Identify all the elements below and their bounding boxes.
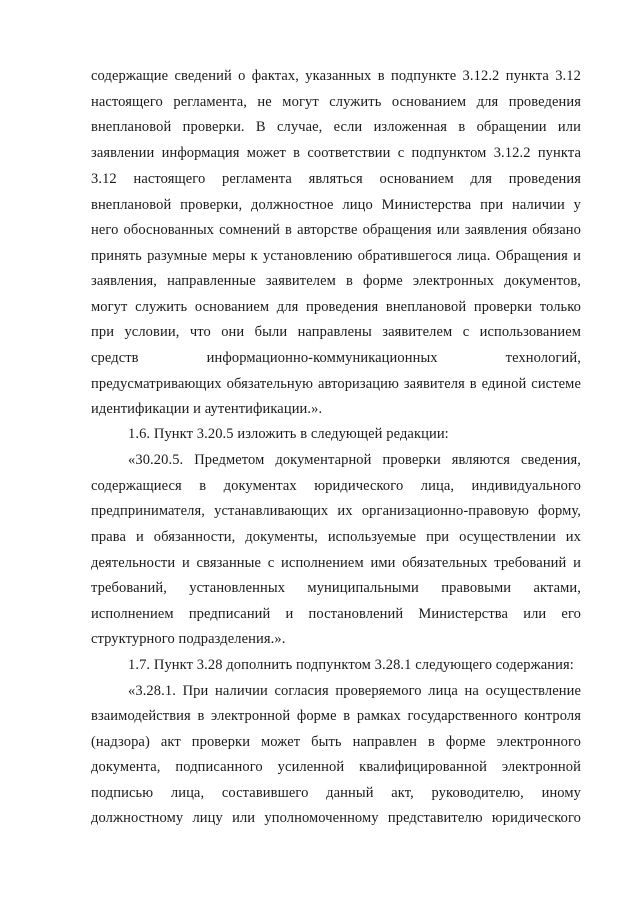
text-line: содержащие сведений о фактах, указанных в подпункте 3.12.2 пункта 3.12 <box>91 68 581 84</box>
text-line: при условии, что они были направлены заявителем с использованием <box>91 324 581 340</box>
text-line: предусматривающих обязательную авторизацию заявителя в единой системе <box>91 376 581 392</box>
text-line: заявления, направленные заявителем в форме электронных документов, <box>91 273 581 289</box>
text-line: структурного подразделения.». <box>91 631 286 647</box>
text-line: права и обязанности, документы, используемые при осуществлении их <box>91 529 581 545</box>
text-line: подписью лица, составившего данный акт, руководителю, иному <box>91 785 581 801</box>
paragraph-heading: 1.7. Пункт 3.28 дополнить подпунктом 3.28.1 следующего содержания: <box>128 657 574 673</box>
text-line: внеплановой проверки, должностное лицо Министерства при наличии у <box>91 197 581 213</box>
text-line: содержащиеся в документах юридического лица, индивидуального <box>91 478 581 494</box>
paragraph-heading: 1.6. Пункт 3.20.5 изложить в следующей редакции: <box>128 426 449 442</box>
text-line: принять разумные меры к установлению обратившегося лица. Обращения и <box>91 248 581 264</box>
text-line: требований, установленных муниципальными правовыми актами, <box>91 580 581 596</box>
text-line: предпринимателя, устанавливающих их организационно-правовую форму, <box>91 503 581 519</box>
text-line: должностному лицу или уполномоченному представителю юридического <box>91 810 581 826</box>
text-line: средств информационно-коммуникационных технологий, <box>91 350 581 366</box>
text-line: него обоснованных сомнений в авторстве обращения или заявления обязано <box>91 222 581 238</box>
text-line: (надзора) акт проверки может быть направлен в форме электронного <box>91 734 581 750</box>
text-line: внеплановой проверки. В случае, если изложенная в обращении или <box>91 119 581 135</box>
text-line: настоящего регламента, не могут служить основанием для проведения <box>91 94 581 110</box>
text-line: документа, подписанного усиленной квалифицированной электронной <box>91 759 581 775</box>
text-line: «3.28.1. При наличии согласия проверяемого лица на осуществление <box>128 683 581 699</box>
text-line: взаимодействия в электронной форме в рамках государственного контроля <box>91 708 581 724</box>
text-line: могут служить основанием для проведения внеплановой проверки только <box>91 299 581 315</box>
text-line: 3.12 настоящего регламента являться основанием для проведения <box>91 171 581 187</box>
text-line: заявлении информация может в соответствии с подпунктом 3.12.2 пункта <box>91 145 581 161</box>
text-line: деятельности и связанные с исполнением ими обязательных требований и <box>91 555 581 571</box>
text-line: идентификации и аутентификации.». <box>91 401 323 417</box>
text-line: «30.20.5. Предметом документарной проверки являются сведения, <box>128 452 581 468</box>
text-line: исполнением предписаний и постановлений Министерства или его <box>91 606 581 622</box>
